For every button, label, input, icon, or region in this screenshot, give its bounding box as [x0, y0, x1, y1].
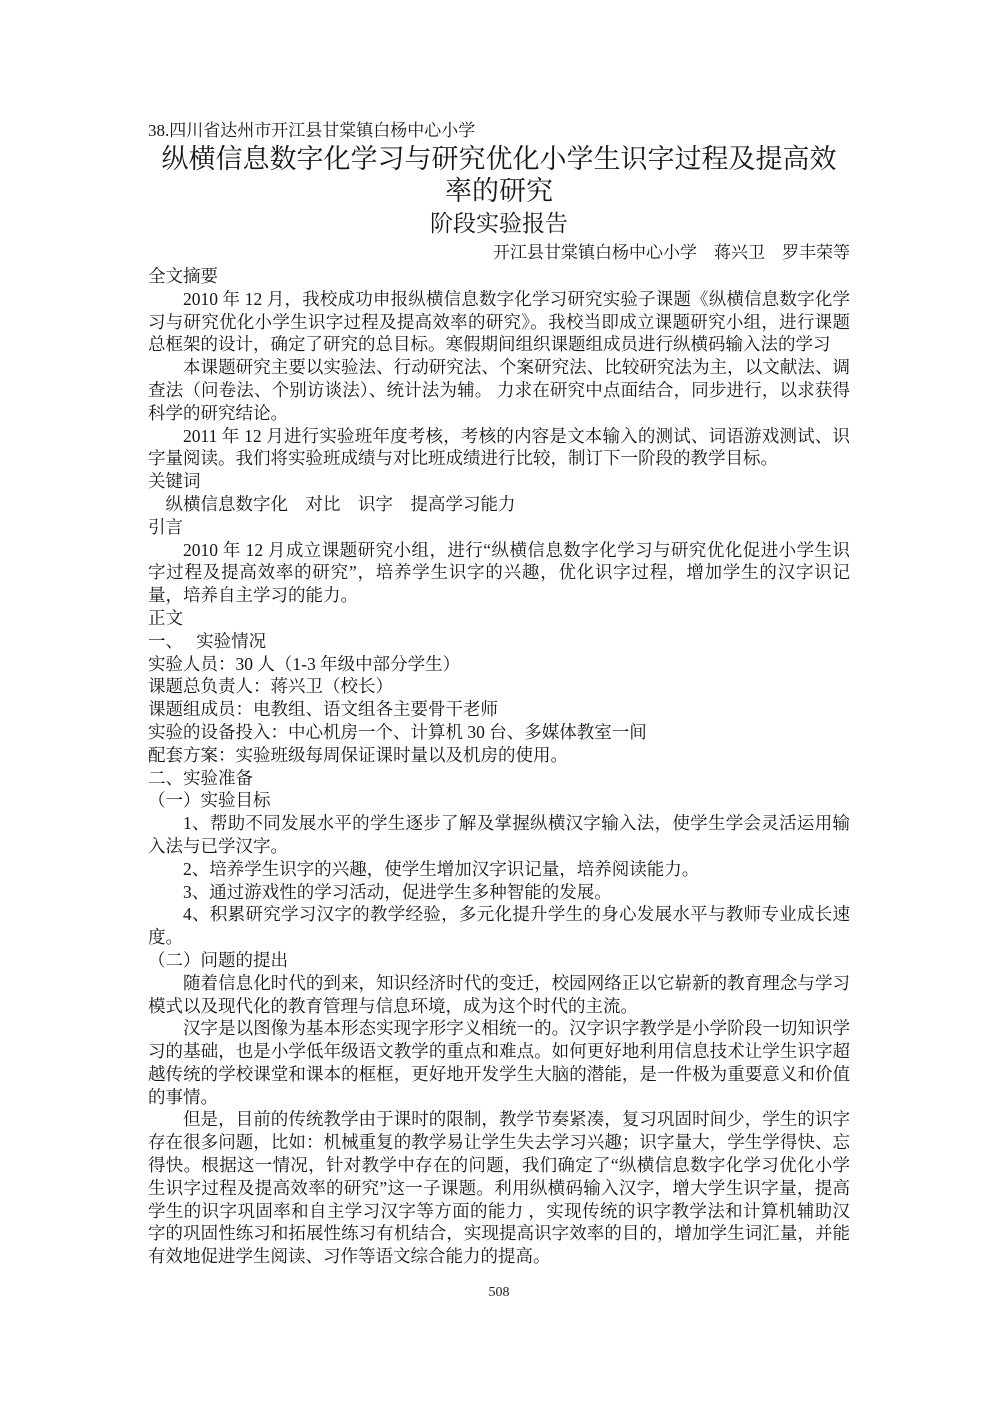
goal-item: 4、积累研究学习汉字的教学经验，多元化提升学生的身心发展水平与教师专业成长速度。 [148, 904, 850, 948]
author-line: 开江县甘棠镇白杨中心小学 蒋兴卫 罗丰荣等 [493, 243, 850, 262]
page-number: 508 [488, 1285, 510, 1300]
experiment-info-line: 课题总负责人：蒋兴卫（校长） [148, 676, 393, 697]
experiment-info-line: 实验人员：30 人（1-3 年级中部分学生） [148, 653, 461, 674]
experiment-info-line: 配套方案：实验班级每周保证课时量以及机房的使用。 [148, 744, 568, 765]
problem-paragraph: 随着信息化时代的到来，知识经济时代的变迁，校园网络正以它崭新的教育理念与学习模式以及现代化的教育管理与信息环境，成为这个时代的主流。 [148, 972, 850, 1016]
experiment-info-line: 实验的设备投入：中心机房一个、计算机 30 台、多媒体教室一间 [148, 721, 647, 742]
paper-title: 纵横信息数字化学习与研究优化小学生识字过程及提高效率的研究 [161, 144, 837, 206]
section-heading-experiment-preparation: 二、实验准备 [148, 767, 253, 788]
problem-paragraph: 但是，目前的传统教学由于课时的限制，教学节奏紧凑，复习巩固时间少，学生的识字存在很多问题，比如：机械重复的教学易让学生失去学习兴趣；识字量大，学生学得快、忘得快。根据这一情况，针对教学中存在的问题，我们确定了“纵横信息数字化学习优化小学生识字过程及提高效率的研究”这一子课题。利用纵横码输入汉字，增大学生识字量，提高学生的识字巩固率和自主学习汉字等方面的能力 ，实现传统的识字教学法和计算机辅助汉字的巩固性练习和拓展性练习有机结合，实现提高识字效率的目的，增加学生词汇量，并能有效地促进学生阅读、习作等语文综合能力的提高。 [148, 1109, 850, 1267]
document-body [148, 265, 850, 1268]
abstract-paragraph: 2010 年 12 月，我校成功申报纵横信息数字化学习研究实验子课题《纵横信息数字化学习与研究优化小学生识字过程及提高效率的研究》。我校当即成立课题研究小组，进行课题总框架的设计，确定了研究的总目标。寒假期间组织课题组成员进行纵横码输入法的学习 [148, 288, 850, 355]
abstract-label: 全文摘要 [148, 266, 218, 286]
goal-item: 1、帮助不同发展水平的学生逐步了解及掌握纵横汉字输入法，使学生学会灵活运用输入法与已学汉字。 [148, 813, 850, 856]
subsection-heading-goals: （一）实验目标 [148, 790, 271, 811]
abstract-paragraph: 2011 年 12 月进行实验班年度考核，考核的内容是文本输入的测试、词语游戏测试、识字量阅读。我们将实验班成绩与对比班成绩进行比较，制订下一阶段的教学目标。 [148, 425, 850, 469]
problem-paragraph: 汉字是以图像为基本形态实现字形字义相统一的。汉字识字教学是小学阶段一切知识学习的基础，也是小学低年级语文教学的重点和难点。如何更好地利用信息技术让学生识字超越传统的学校课堂和课本的框框，更好地开发学生大脑的潜能，是一件极为重要意义和价值的事情。 [148, 1018, 850, 1107]
introduction-paragraph: 2010 年 12 月成立课题研究小组，进行“纵横信息数字化学习与研究优化促进小学生识字过程及提高效率的研究”，培养学生识字的兴趣，优化识字过程，增加学生的汉字识记量，培养自主学习的能力。 [148, 539, 850, 606]
main-text-label: 正文 [148, 607, 183, 628]
document-content [148, 110, 850, 1268]
subsection-heading-problem: （二）问题的提出 [148, 949, 288, 970]
abstract-paragraph: 本课题研究主要以实验法、行动研究法、个案研究法、比较研究法为主，以文献法、调查法（问卷法、个别访谈法）、统计法为辅。 力求在研究中点面结合，同步进行，以求获得科学的研究结论。 [148, 357, 850, 423]
keywords-text: 纵横信息数字化 对比 识字 提高学习能力 [165, 493, 516, 514]
keywords-label: 关键词 [148, 471, 201, 492]
report-subtitle: 阶段实验报告 [430, 211, 568, 236]
experiment-info-line: 课题组成员：电教组、语文组各主要骨干老师 [148, 699, 498, 720]
goal-item: 3、通过游戏性的学习活动，促进学生多种智能的发展。 [183, 881, 612, 902]
section-heading-experiment-situation: 一、 实验情况 [148, 630, 267, 651]
document-number-line: 38.四川省达州市开江县甘棠镇白杨中心小学 [148, 121, 476, 140]
goal-item: 2、培养学生识字的兴趣，使学生增加汉字识记量，培养阅读能力。 [183, 858, 700, 879]
introduction-label: 引言 [148, 516, 183, 537]
